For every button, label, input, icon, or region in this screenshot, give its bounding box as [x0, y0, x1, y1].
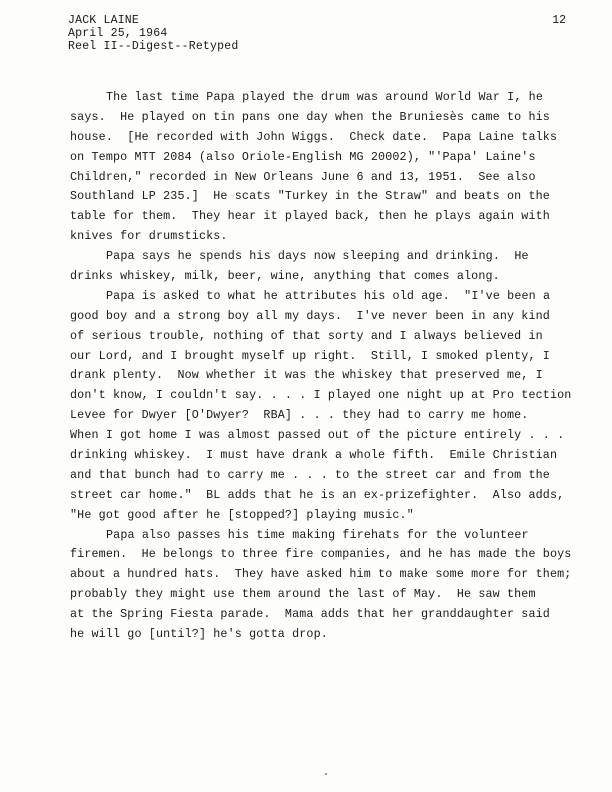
- text-line: knives for drumsticks.: [70, 229, 228, 244]
- text-line: When I got home I was almost passed out of the picture entirely . . .: [70, 428, 565, 443]
- text-line: Levee for Dwyer [O'Dwyer? RBA] . . . they had to carry me home.: [70, 408, 529, 423]
- header-name: JACK LAINE: [68, 14, 140, 27]
- text-line: Papa also passes his time making firehats for the volunteer: [106, 527, 529, 542]
- document-header: [68, 14, 238, 53]
- text-line: on Tempo MTT 2084 (also Oriole-English MG 20002), "'Papa' Laine's: [70, 149, 536, 164]
- text-line: don't know, I couldn't say. . . . I played one night up at Pro tection: [70, 388, 572, 403]
- text-line: our Lord, and I brought myself up right. Still, I smoked plenty, I: [70, 348, 550, 363]
- text-line: street car home." BL adds that he is an ex-prizefighter. Also adds,: [70, 487, 565, 502]
- text-line: Southland LP 235.] He scats "Turkey in the Straw" and beats on the: [70, 189, 550, 204]
- text-line: he will go [until?] he's gotta drop.: [70, 627, 328, 642]
- text-line: drinks whiskey, milk, beer, wine, anything that comes along.: [70, 269, 500, 284]
- text-line: The last time Papa played the drum was around World War I, he: [106, 90, 543, 104]
- header-date: April 25, 1964: [68, 27, 168, 40]
- text-line: table for them. They hear it played back, then he plays again with: [70, 209, 550, 224]
- transcript-body: [70, 88, 570, 645]
- text-line: of serious trouble, nothing of that sorty and I always believed in: [70, 328, 543, 343]
- text-line: probably they might use them around the last of May. He saw them: [70, 587, 536, 602]
- text-line: says. He played on tin pans one day when the Bruniesès came to his: [70, 109, 550, 124]
- text-line: Papa is asked to what he attributes his old age. "I've been a: [106, 288, 551, 303]
- text-line: good boy and a strong boy all my days. I've never been in any kind: [70, 308, 550, 323]
- text-line: Children," recorded in New Orleans June 6 and 13, 1951. See also: [70, 169, 536, 184]
- text-line: drank plenty. Now whether it was the whiskey that preserved me, I: [70, 368, 543, 383]
- text-line: firemen. He belongs to three fire companies, and he has made the boys: [70, 547, 572, 562]
- page-number: 12: [552, 14, 566, 27]
- text-line: about a hundred hats. They have asked him to make some more for them;: [70, 567, 572, 582]
- text-line: Papa says he spends his days now sleeping and drinking. He: [106, 249, 529, 264]
- text-line: and that bunch had to carry me . . . to the street car and from the: [70, 467, 550, 482]
- text-line: at the Spring Fiesta parade. Mama adds that her granddaughter said: [70, 607, 550, 622]
- scan-speck: [325, 773, 327, 775]
- text-line: "He got good after he [stopped?] playing music.": [70, 507, 414, 522]
- text-line: house. [He recorded with John Wiggs. Check date. Papa Laine talks: [70, 129, 558, 144]
- text-line: drinking whiskey. I must have drank a whole fifth. Emile Christian: [70, 448, 558, 463]
- header-reel: Reel II--Digest--Retyped: [68, 40, 239, 53]
